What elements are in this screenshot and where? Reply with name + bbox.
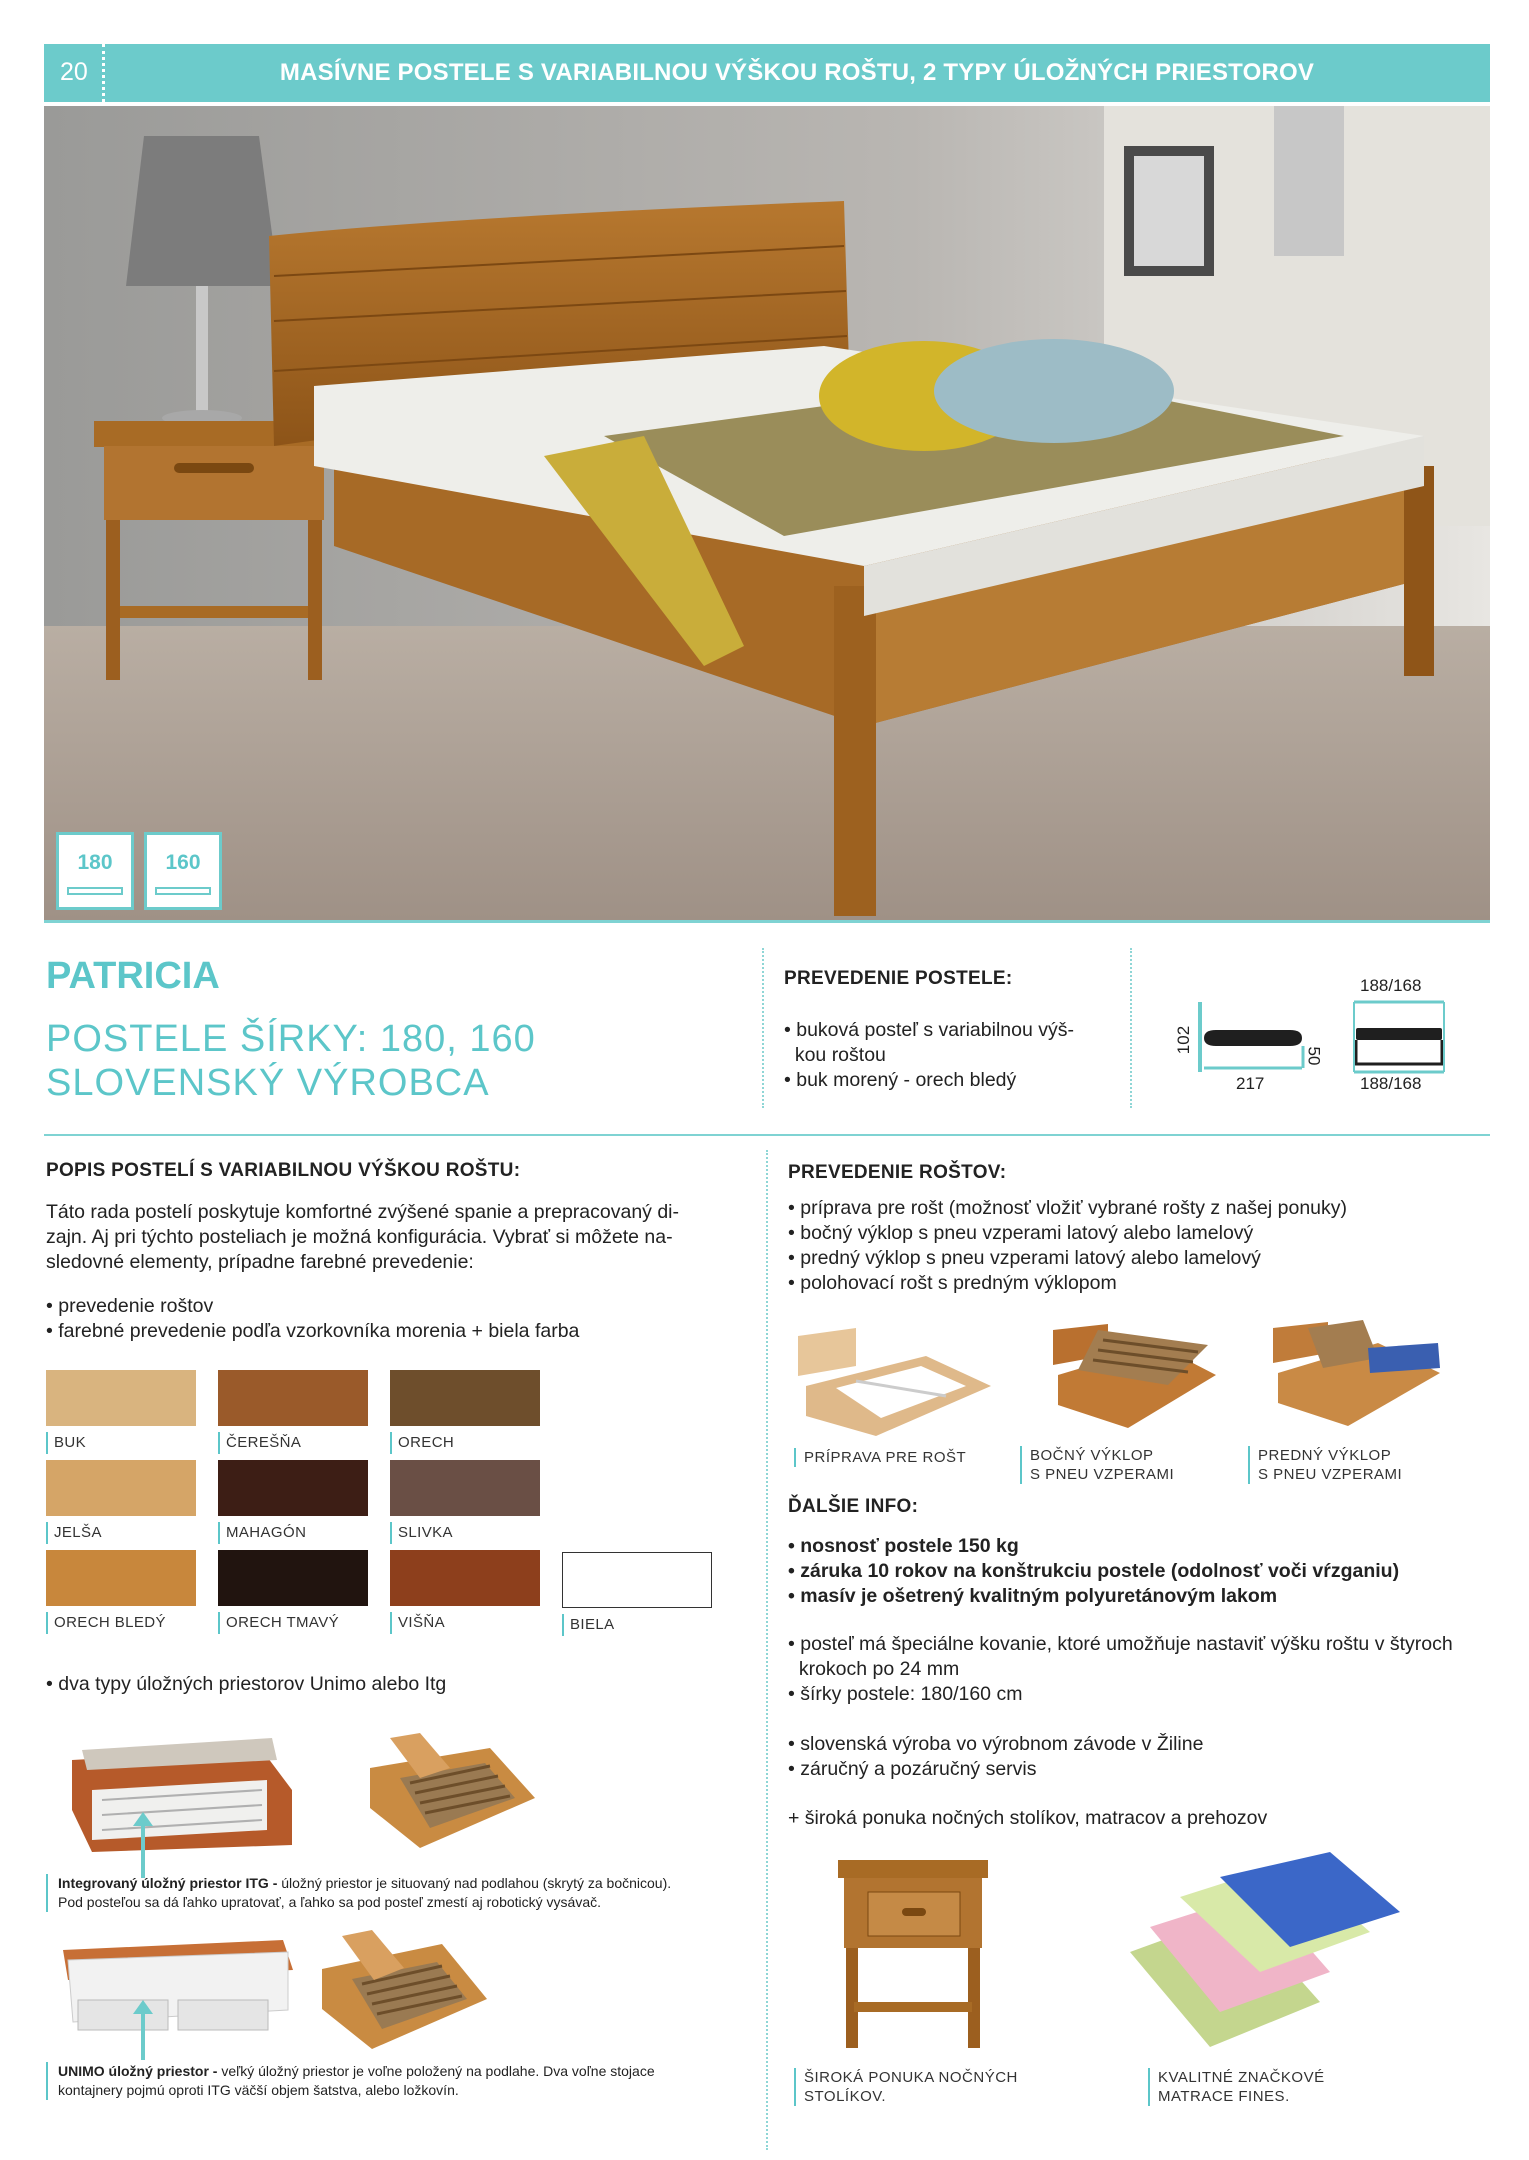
size-badge-label: 180 <box>77 851 113 874</box>
description-heading: POPIS POSTELÍ S VARIABILNOU VÝŠKOU ROŠTU: <box>46 1160 521 1181</box>
nightstand-photo <box>818 1852 998 2052</box>
description-bullets <box>46 1294 579 1344</box>
swatch-buk <box>46 1370 196 1426</box>
swatch-label: ORECH TMAVÝ <box>218 1612 368 1634</box>
swatch-label: BIELA <box>562 1614 712 1636</box>
dim-length-label: 217 <box>1236 1074 1265 1093</box>
swatch-label: SLIVKA <box>390 1522 540 1544</box>
more-info-highlights <box>788 1534 1399 1609</box>
list-item: kou roštou <box>784 1044 886 1066</box>
dim-height-label: 102 <box>1174 1025 1194 1055</box>
slats-list <box>788 1196 1347 1296</box>
more-info-extra: + široká ponuka nočných stolíkov, matracov a prehozov <box>788 1807 1268 1829</box>
list-item: • príprava pre rošt (možnosť vložiť vybrané rošty z našej ponuky) <box>788 1197 1348 1219</box>
list-item: • posteľ má špeciálne kovanie, ktoré umožňuje nastaviť výšku roštu v štyroch <box>788 1633 1453 1655</box>
unimo-title: UNIMO úložný priestor - <box>58 2063 218 2079</box>
slat-caption-prep <box>794 1448 966 1467</box>
unimo-text: veľký úložný priestor je voľne položený na podlahe. Dva voľne stojace <box>217 2063 655 2079</box>
dimension-diagram <box>1160 960 1490 1110</box>
product-subtitle: POSTELE ŠÍRKY: 180, 160 <box>46 1018 536 1060</box>
column-divider <box>766 1150 768 2150</box>
list-item: • farebné prevedenie podľa vzorkovníka morenia + biela farba <box>46 1320 580 1342</box>
slats-heading: PREVEDENIE ROŠTOV: <box>788 1162 1007 1183</box>
paragraph-line: sledovné elementy, prípadne farebné prevedenie: <box>46 1251 474 1273</box>
arrow-up-icon <box>133 2000 153 2014</box>
hero-bed-photo <box>44 106 1490 920</box>
list-item: • masív je ošetrený kvalitným polyuretánovým lakom <box>788 1585 1278 1607</box>
list-item: • slovenská výroba vo výrobnom závode v Žiline <box>788 1733 1204 1755</box>
arrow-icon <box>141 1822 145 1878</box>
itg-storage-photo <box>62 1730 302 1860</box>
swatch-label: ORECH <box>390 1432 540 1454</box>
caption-line: ŠIROKÁ PONUKA NOČNÝCH <box>804 2069 1018 2086</box>
list-item: • záruka 10 rokov na konštrukciu postele (odolnosť voči vŕzganiu) <box>788 1560 1400 1582</box>
mattress-icon <box>155 887 211 895</box>
caption-line: PREDNÝ VÝKLOP <box>1258 1447 1392 1464</box>
storage-bullet: • dva typy úložných priestorov Unimo alebo Itg <box>46 1673 447 1695</box>
list-item: krokoch po 24 mm <box>788 1658 960 1680</box>
caption-line: S PNEU VZPERAMI <box>1030 1466 1175 1483</box>
swatch-biela <box>562 1552 712 1608</box>
itg-title: Integrovaný úložný priestor ITG - <box>58 1875 278 1891</box>
itg-text: úložný priestor je situovaný nad podlahou (skrytý za bočnicou). <box>277 1875 672 1891</box>
list-item: • nosnosť postele 150 kg <box>788 1535 1019 1557</box>
list-item: • bočný výklop s pneu vzperami latový alebo lamelový <box>788 1222 1254 1244</box>
list-item: • buk morený - orech bledý <box>784 1069 1017 1091</box>
bed-variants-list <box>784 1018 1074 1093</box>
swatch-visna <box>390 1550 540 1606</box>
swatch-mahagon <box>218 1460 368 1516</box>
swatch-orech-tmavy <box>218 1550 368 1606</box>
swatch-label: MAHAGÓN <box>218 1522 368 1544</box>
slat-side-lift-photo <box>1048 1320 1218 1432</box>
unimo-storage-open-photo <box>312 1924 492 2052</box>
caption-line: BOČNÝ VÝKLOP <box>1030 1447 1154 1464</box>
itg-storage-open-photo <box>360 1728 540 1858</box>
more-info-details <box>788 1632 1453 1707</box>
unimo-description <box>46 2062 746 2100</box>
slat-front-lift-photo <box>1268 1318 1444 1432</box>
swatch-slivka <box>390 1460 540 1516</box>
caption-line: KVALITNÉ ZNAČKOVÉ <box>1158 2069 1325 2086</box>
list-item: • záručný a pozáručný servis <box>788 1758 1037 1780</box>
product-name: PATRICIA <box>46 955 220 997</box>
page-number: 20 <box>60 58 88 86</box>
slat-prep-photo <box>796 1326 996 1436</box>
swatch-label: ČEREŠŇA <box>218 1432 368 1454</box>
caption-line: PRÍPRAVA PRE ROŠT <box>804 1449 967 1466</box>
dim-width-bottom-label: 188/168 <box>1360 1074 1422 1093</box>
page-title: MASÍVNE POSTELE S VARIABILNOU VÝŠKOU ROŠTU, 2 TYPY ÚLOŽNÝCH PRIESTOROV <box>279 59 1315 86</box>
paragraph-line: zajn. Aj pri týchto posteliach je možná konfigurácia. Vybrať si môžete na- <box>46 1226 673 1248</box>
column-divider <box>762 948 764 1108</box>
divider <box>44 1134 1490 1136</box>
bed-variants-heading: PREVEDENIE POSTELE: <box>784 968 1013 989</box>
list-item: • predný výklop s pneu vzperami latový alebo lamelový <box>788 1247 1261 1269</box>
unimo-text: kontajnery pojmú oproti ITG väčší objem šatstva, alebo ložkovín. <box>58 2082 459 2098</box>
swatch-ceresna <box>218 1370 368 1426</box>
nightstand-caption <box>794 2068 1018 2106</box>
list-item: • polohovací rošt s predným výklopom <box>788 1272 1117 1294</box>
swatch-jelsa <box>46 1460 196 1516</box>
more-info-production <box>788 1732 1203 1782</box>
caption-line: MATRACE FINES. <box>1158 2088 1290 2105</box>
paragraph-line: Táto rada postelí poskytuje komfortné zvýšené spanie a prepracovaný di- <box>46 1201 680 1223</box>
slat-caption-front <box>1248 1446 1402 1484</box>
itg-text: Pod posteľou sa dá ľahko upratovať, a ľahko sa pod posteľ zmestí aj robotický vysávač. <box>58 1894 601 1910</box>
swatch-orech <box>390 1370 540 1426</box>
swatch-label: ORECH BLEDÝ <box>46 1612 196 1634</box>
swatch-orech-bledy <box>46 1550 196 1606</box>
swatch-label: VIŠŇA <box>390 1612 540 1634</box>
swatch-label: BUK <box>46 1432 196 1454</box>
page-header <box>44 44 1490 102</box>
column-divider <box>1130 948 1132 1108</box>
mattress-caption <box>1148 2068 1325 2106</box>
caption-line: STOLÍKOV. <box>804 2088 887 2105</box>
product-origin: SLOVENSKÝ VÝROBCA <box>46 1062 490 1104</box>
itg-description <box>46 1874 746 1912</box>
unimo-storage-photo <box>58 1930 298 2040</box>
size-badge-label: 160 <box>165 851 201 874</box>
mattress-photo <box>1120 1852 1410 2052</box>
description-paragraph <box>46 1200 746 1275</box>
list-item: • šírky postele: 180/160 cm <box>788 1683 1023 1705</box>
dim-width-top-label: 188/168 <box>1360 976 1422 995</box>
size-badge-180 <box>56 832 134 910</box>
slat-caption-side <box>1020 1446 1174 1484</box>
more-info-heading: ĎALŠIE INFO: <box>788 1496 919 1517</box>
size-badge-160 <box>144 832 222 910</box>
list-item: • buková posteľ s variabilnou výš- <box>784 1019 1074 1041</box>
list-item: • prevedenie roštov <box>46 1295 214 1317</box>
arrow-icon <box>141 2010 145 2060</box>
arrow-up-icon <box>133 1812 153 1826</box>
mattress-icon <box>67 887 123 895</box>
dim-frame-label: 50 <box>1304 1046 1324 1066</box>
caption-line: S PNEU VZPERAMI <box>1258 1466 1403 1483</box>
swatch-label: JELŠA <box>46 1522 196 1544</box>
divider <box>44 920 1490 923</box>
